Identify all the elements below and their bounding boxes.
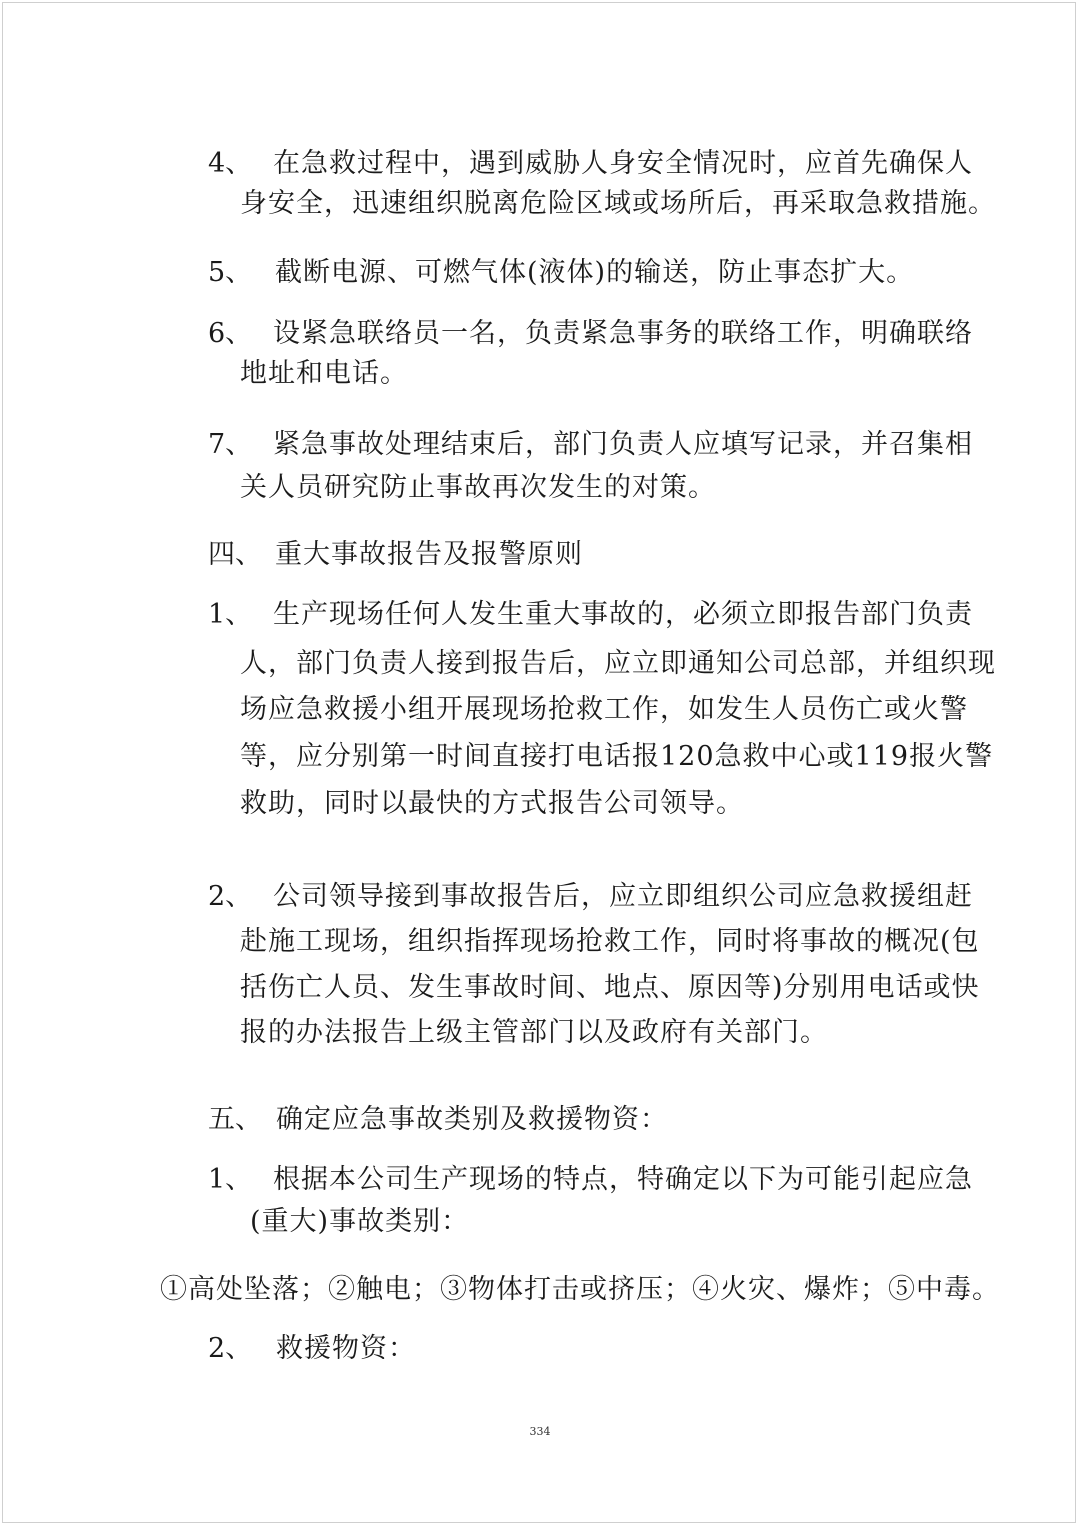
section-heading: 重大事故报告及报警原则 <box>275 539 583 570</box>
item-text-line: 关人员研究防止事故再次发生的对策。 <box>240 472 716 503</box>
item-text-line: 赴施工现场，组织指挥现场抢救工作，同时将事故的概况(包 <box>240 926 980 957</box>
section-number: 五、 <box>208 1104 262 1135</box>
item-text-line: 报的办法报告上级主管部门以及政府有关部门。 <box>240 1017 828 1048</box>
item-number: 1、 <box>208 599 253 630</box>
item-number: 4、 <box>208 148 253 179</box>
page-number: 334 <box>529 1425 551 1438</box>
section-number: 四、 <box>208 539 262 570</box>
item-number: 7、 <box>208 429 253 460</box>
section-heading: 确定应急事故类别及救援物资： <box>276 1104 668 1135</box>
item-text-line: 括伤亡人员、发生事故时间、地点、原因等)分别用电话或快 <box>240 972 980 1003</box>
item-text-line: (重大)事故类别： <box>250 1206 470 1237</box>
item-text-line: 根据本公司生产现场的特点，特确定以下为可能引起应急 <box>273 1164 973 1195</box>
item-number: 1、 <box>208 1164 253 1195</box>
item-text-line: 人，部门负责人接到报告后，应立即通知公司总部，并组织现 <box>240 648 996 679</box>
item-text-line: 救助，同时以最快的方式报告公司领导。 <box>240 788 744 819</box>
item-text-line: 身安全，迅速组织脱离危险区域或场所后，再采取急救措施。 <box>240 188 996 219</box>
item-text-line: 公司领导接到事故报告后，应立即组织公司应急救援组赶 <box>273 881 973 912</box>
item-number: 6、 <box>208 318 253 349</box>
item-text-line: 设紧急联络员一名，负责紧急事务的联络工作，明确联络 <box>273 318 973 349</box>
item-number: 2、 <box>208 881 253 912</box>
item-text-line: 救援物资： <box>276 1333 416 1364</box>
item-number: 5、 <box>208 257 253 288</box>
item-text-line: 场应急救援小组开展现场抢救工作，如发生人员伤亡或火警 <box>240 694 968 725</box>
item-text-line: 在急救过程中，遇到威胁人身安全情况时，应首先确保人 <box>273 148 973 179</box>
item-text-line: 生产现场任何人发生重大事故的，必须立即报告部门负责 <box>273 599 973 630</box>
item-text-line: 等，应分别第一时间直接打电话报120急救中心或119报火警 <box>240 741 994 772</box>
item-text-line: 地址和电话。 <box>240 358 408 389</box>
item-number: 2、 <box>208 1333 253 1364</box>
accident-category-list: ①高处坠落；②触电；③物体打击或挤压；④火灾、爆炸；⑤中毒。 <box>160 1274 1000 1305</box>
item-text-line: 截断电源、可燃气体(液体)的输送，防止事态扩大。 <box>275 257 915 288</box>
item-text-line: 紧急事故处理结束后，部门负责人应填写记录，并召集相 <box>273 429 973 460</box>
